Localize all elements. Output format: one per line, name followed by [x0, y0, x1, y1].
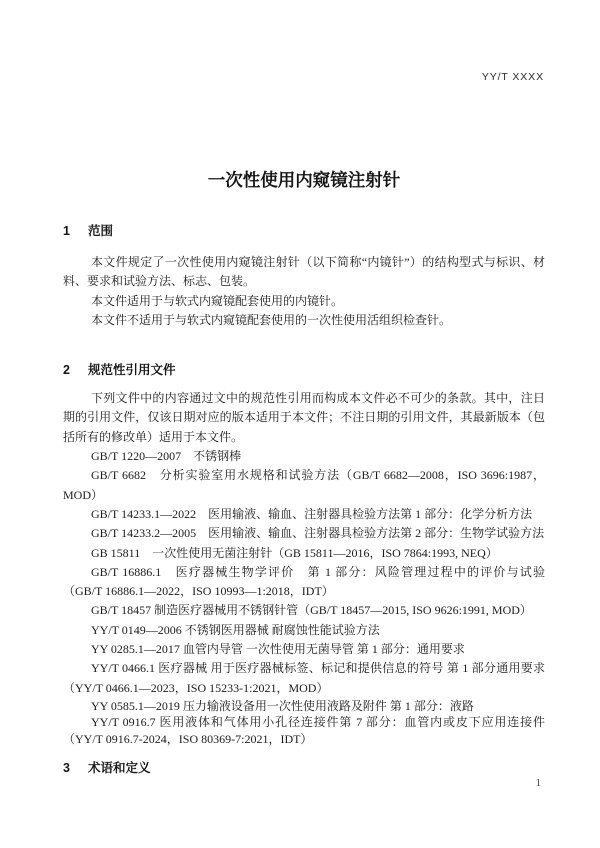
reference-item: YY/T 0466.1 医疗器械 用于医疗器械标签、标记和提供信息的符号 第 1 部分通用要求（YY/T 0466.1—2023，ISO 15233-1:2021，MOD） [63, 661, 545, 695]
page-content [63, 0, 545, 777]
reference-item: GB/T 1220—2007 不锈钢棒 [91, 449, 242, 464]
section-1-heading [63, 222, 545, 240]
reference-item: GB/T 6682 分析实验室用水规格和试验方法（GB/T 6682—2008，ISO 3696:1987，MOD） [63, 468, 545, 502]
document-title: 一次性使用内窥镜注射针 [207, 170, 401, 190]
reference-item: GB/T 18457 制造医疗器械用不锈钢针管（GB/T 18457—2015, ISO 9626:1991, MOD） [91, 603, 532, 618]
section-3-title: 术语和定义 [88, 761, 151, 776]
references-intro-paragraph: 下列文件中的内容通过文中的规范性引用而构成本文件必不可少的条款。其中，注日期的引用文件，仅该日期对应的版本适用于本文件；不注日期的引用文件，其最新版本（包括所有的修改单）适用于本文件。 [63, 391, 545, 444]
section-3-number: 3 [63, 761, 70, 776]
reference-item: GB/T 16886.1 医疗器械生物学评价 第 1 部分：风险管理过程中的评价与试验（GB/T 16886.1—2022，ISO 10993—1:2018，IDT） [63, 564, 545, 599]
section-2-number: 2 [63, 363, 70, 378]
section-2-title: 规范性引用文件 [88, 363, 176, 378]
scope-paragraph-2: 本文件适用于与软式内窥镜配套使用的内镜针。 [91, 293, 344, 308]
section-2-heading [63, 361, 545, 379]
section-3-heading [63, 759, 545, 777]
page-number: 1 [535, 777, 541, 789]
scope-paragraph-3: 本文件不适用于与软式内窥镜配套使用的一次性使用活组织检查针。 [91, 312, 452, 327]
doc-code: YY/T XXXX [481, 71, 544, 83]
reference-item: YY/T 0916.7 医用液体和气体用小孔径连接件第 7 部分：血管内或皮下应用连接件 （YY/T 0916.7-2024，ISO 80369-7:2021，IDT） [63, 715, 545, 746]
reference-item: YY 0285.1—2017 血管内导管 一次性使用无菌导管 第 1 部分：通用要求 [91, 642, 465, 657]
reference-item: GB/T 14233.2—2005 医用输液、输血、注射器具检验方法第 2 部分：生物学试验方法 [91, 526, 545, 541]
section-1-title: 范围 [88, 224, 114, 238]
section-1-number: 1 [63, 224, 70, 238]
scope-paragraph-1: 本文件规定了一次性使用内窥镜注射针（以下简称“内镜针”）的结构型式与标识、材料、要求和试验方法、标志、包装。 [63, 255, 545, 289]
reference-item: YY 0585.1—2019 压力输液设备用一次性使用液路及附件 第 1 部分：液路 [91, 698, 474, 713]
reference-item: GB 15811 一次性使用无菌注射针（GB 15811—2016，ISO 7864:1993, NEQ） [91, 545, 498, 560]
reference-item: GB/T 14233.1—2022 医用输液、输血、注射器具检验方法第 1 部分：化学分析方法 [91, 506, 533, 521]
reference-item: YY/T 0149—2006 不锈钢医用器械 耐腐蚀性能试验方法 [91, 622, 380, 637]
